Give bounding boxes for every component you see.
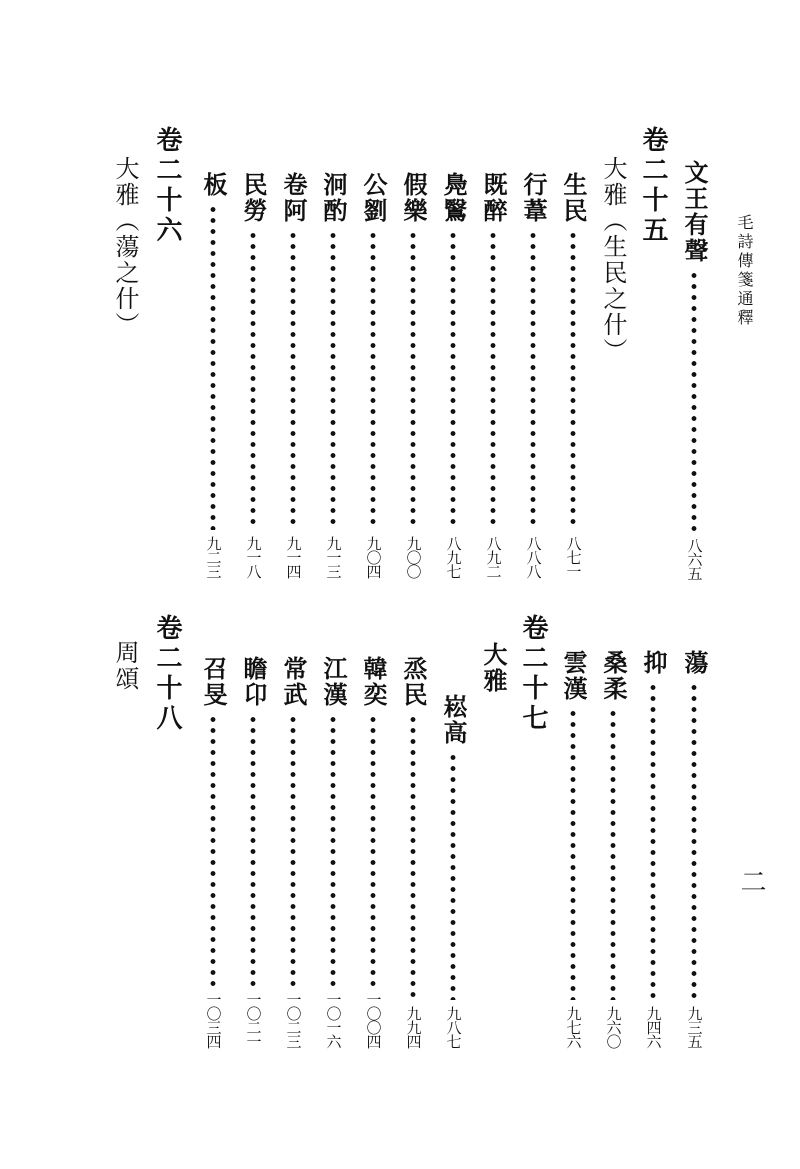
toc-entry[interactable] [556,172,590,578]
entry-title: 雲漢 [559,650,588,702]
juan-heading: 卷二十八 [152,614,182,734]
leader-dots [650,682,656,1000]
leader-dots [691,270,697,532]
entry-title: 抑 [639,650,668,676]
entry-page: 九〇四 [364,536,383,578]
entry-page: 九〇〇 [404,536,423,578]
leader-dots [370,230,376,530]
leader-dots [570,230,576,530]
leader-dots [290,714,296,986]
entry-title: 鳧鷖 [439,172,468,224]
entry-page: 八九二 [484,536,503,578]
leader-dots [691,682,697,1000]
entry-page: 八六五 [685,538,704,580]
leader-dots [530,230,536,530]
entry-title: 常武 [279,656,308,708]
toc-entry[interactable] [436,694,470,1048]
entry-page: 一〇〇四 [364,992,383,1048]
leader-dots [410,230,416,530]
toc-entry[interactable] [677,160,711,580]
entry-title: 江漢 [319,656,348,708]
entry-page: 九一八 [244,536,263,578]
entry-page: 九六〇 [604,1006,623,1048]
entry-page: 九四六 [644,1006,663,1048]
entry-page: 八七一 [564,536,583,578]
toc-entry[interactable] [276,656,310,1048]
running-title: 毛詩傳箋通釋 [735,214,754,328]
toc-entry[interactable] [677,650,711,1048]
entry-title: 行葦 [519,172,548,224]
juan-heading: 卷二十五 [638,126,668,246]
entry-page: 九八七 [444,1006,463,1048]
entry-page: 九二三 [204,536,223,578]
leader-dots [370,714,376,986]
toc-entry[interactable] [316,172,350,578]
section-heading: 大雅（生民之什） [599,156,627,364]
entry-title: 文王有聲 [680,160,709,264]
toc-entry[interactable] [396,172,430,578]
juan-heading: 卷二十六 [152,126,182,246]
leader-dots [490,230,496,530]
entry-page: 九七六 [564,1006,583,1048]
toc-entry[interactable] [556,650,590,1048]
leader-dots [410,714,416,1000]
toc-entry[interactable] [476,172,510,578]
toc-entry[interactable] [196,172,230,578]
juan-heading: 卷二十七 [518,614,548,734]
entry-title: 瞻卬 [239,656,268,708]
toc-entry[interactable] [396,656,430,1048]
toc-entry[interactable] [356,656,390,1048]
entry-title: 烝民 [399,656,428,708]
entry-page: 九九四 [404,1006,423,1048]
leader-dots [610,708,616,1000]
entry-page: 一〇三四 [204,992,223,1048]
leader-dots [210,714,216,986]
entry-page: 九一三 [324,536,343,578]
leader-dots [570,708,576,1000]
toc-entry[interactable] [436,172,470,578]
entry-title: 既醉 [479,172,508,224]
toc-entry[interactable] [276,172,310,578]
toc-entry[interactable] [356,172,390,578]
toc-entry[interactable] [236,172,270,578]
entry-page: 一〇一六 [324,992,343,1048]
entry-title: 召旻 [199,656,228,708]
leader-dots [210,204,216,530]
toc-entry[interactable] [196,656,230,1048]
section-heading: 周頌 [111,640,139,692]
section-heading: 大雅（蕩之什） [111,156,139,338]
leader-dots [330,714,336,986]
entry-title: 泂酌 [319,172,348,224]
entry-page: 一〇二一 [244,992,263,1048]
toc-entry[interactable] [316,656,350,1048]
entry-title: 板 [199,172,228,198]
entry-title: 公劉 [359,172,388,224]
entry-title: 韓奕 [359,656,388,708]
leader-dots [330,230,336,530]
toc-entry[interactable] [596,650,630,1048]
entry-page: 八九七 [444,536,463,578]
entry-title: 崧高 [439,694,468,746]
entry-page: 八八八 [524,536,543,578]
entry-title: 生民 [559,172,588,224]
entry-title: 假樂 [399,172,428,224]
entry-page: 一〇二三 [284,992,303,1048]
leader-dots [290,230,296,530]
toc-entry[interactable] [636,650,670,1048]
entry-title: 蕩 [680,650,709,676]
toc-entry[interactable] [516,172,550,578]
leader-dots [250,230,256,530]
entry-title: 卷阿 [279,172,308,224]
page-folio: 二 [736,868,766,896]
leader-dots [450,230,456,530]
toc-entry[interactable] [236,656,270,1048]
entry-title: 民勞 [239,172,268,224]
entry-page: 九三五 [685,1006,704,1048]
leader-dots [450,752,456,1000]
entry-page: 九一四 [284,536,303,578]
leader-dots [250,714,256,986]
entry-title: 桑柔 [599,650,628,702]
section-heading: 大雅 [479,642,508,694]
